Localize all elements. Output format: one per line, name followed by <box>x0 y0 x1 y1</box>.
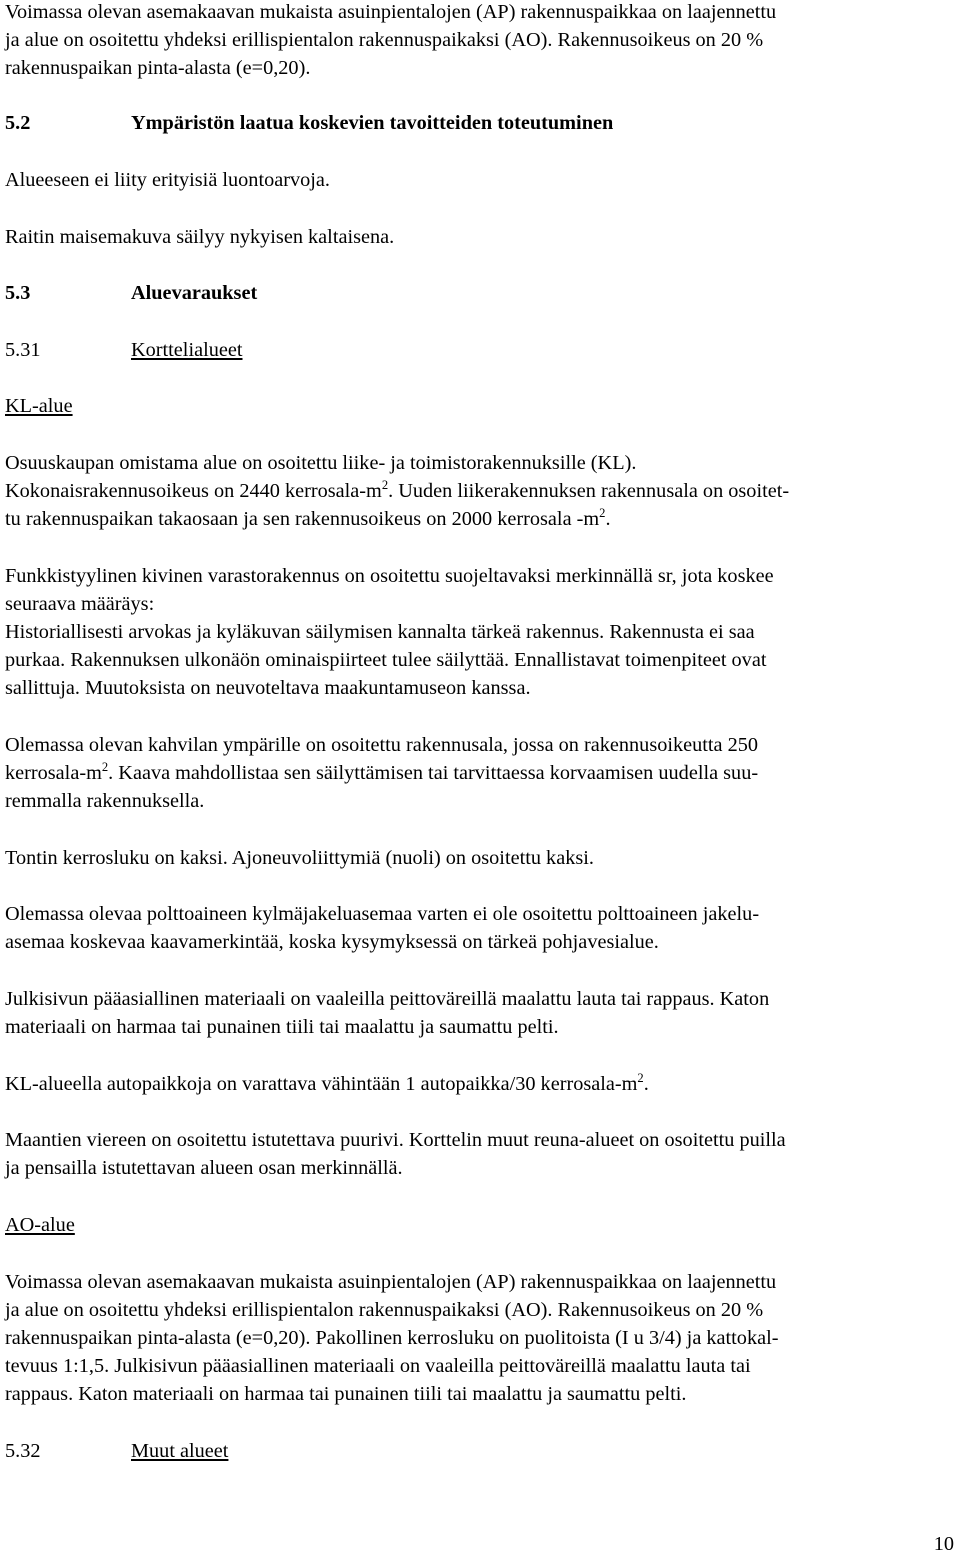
kl-paragraph-line: Olemassa olevaa polttoaineen kylmäjakeluasemaa varten ei ole osoitettu polttoaineen jakelu- <box>5 903 760 925</box>
kl-paragraph-line: sallittuja. Muutoksista on neuvoteltava maakuntamuseon kanssa. <box>5 677 531 699</box>
environment-text: Alueeseen ei liity erityisiä luontoarvoja. <box>5 169 330 191</box>
kl-paragraph-line: Historiallisesti arvokas ja kyläkuvan säilymisen kannalta tärkeä rakennus. Rakennusta ei saa <box>5 621 755 643</box>
section-title: Muut alueet <box>131 1440 229 1462</box>
section-title: Ympäristön laatua koskevien tavoitteiden toteutuminen <box>131 112 614 134</box>
kl-paragraph-line: Olemassa olevan kahvilan ympärille on osoitettu rakennusala, jossa on rakennusoikeutta 250 <box>5 734 759 756</box>
ao-paragraph-line: tevuus 1:1,5. Julkisivun pääasiallinen materiaali on vaaleilla peittoväreillä maalattu lauta tai <box>5 1355 751 1377</box>
ao-paragraph-line: Voimassa olevan asemakaavan mukaista asuinpientalojen (AP) rakennuspaikkaa on laajennettu <box>5 1271 777 1293</box>
page-number: 10 <box>933 1533 954 1555</box>
kl-paragraph-line: kerrosala-$m^2$. Kaava mahdollistaa sen säilyttämisen tai tarvittaessa korvaamisen uudella suu- <box>5 760 759 784</box>
kl-paragraph-line: remmalla rakennuksella. <box>5 790 205 812</box>
intro-paragraph-line: Voimassa olevan asemakaavan mukaista asuinpientalojen (AP) rakennuspaikkaa on laajennettu <box>5 1 777 23</box>
kl-paragraph-line: seuraava määräys: <box>5 593 155 615</box>
intro-paragraph-line: rakennuspaikan pinta-alasta (e=0,20). <box>5 57 311 79</box>
kl-paragraph-line: Kokonaisrakennusoikeus on 2440 kerrosala-$m^2$. Uuden liikerakennuksen rakennusala on osoitet- <box>5 478 790 502</box>
ao-paragraph-line: ja alue on osoitettu yhdeksi erillispientalon rakennuspaikaksi (AO). Rakennusoikeus on 20 % <box>5 1299 764 1321</box>
kl-paragraph-line: tu rakennuspaikan takaosaan ja sen rakennusoikeus on 2000 kerrosala $-m^2$. <box>5 506 611 530</box>
kl-area-heading: KL-alue <box>5 395 73 417</box>
section-number: 5.3 <box>5 282 31 304</box>
ao-area-heading: AO-alue <box>5 1214 75 1236</box>
ao-paragraph-line: rappaus. Katon materiaali on harmaa tai punainen tiili tai maalattu ja saumattu pelti. <box>5 1383 687 1405</box>
kl-paragraph-line: asemaa koskevaa kaavamerkintää, koska kysymyksessä on tärkeä pohjavesialue. <box>5 931 659 953</box>
section-heading-5-3 <box>5 281 257 305</box>
section-heading-5-2 <box>5 111 613 135</box>
section-number: 5.31 <box>5 339 41 361</box>
section-title: Aluevaraukset <box>131 282 258 304</box>
kl-paragraph-line: ja pensailla istutettavan alueen osan merkinnällä. <box>5 1157 403 1179</box>
section-number: 5.32 <box>5 1440 41 1462</box>
environment-text: Raitin maisemakuva säilyy nykyisen kaltaisena. <box>5 226 395 248</box>
ao-paragraph-line: rakennuspaikan pinta-alasta (e=0,20). Pakollinen kerrosluku on puolitoista (I u 3/4) ja kattokal- <box>5 1327 779 1349</box>
kl-paragraph-line: materiaali on harmaa tai punainen tiili tai maalattu ja saumattu pelti. <box>5 1016 559 1038</box>
section-number: 5.2 <box>5 112 31 134</box>
kl-paragraph-line: Funkkistyylinen kivinen varastorakennus on osoitettu suojeltavaksi merkinnällä sr, jota koskee <box>5 565 774 587</box>
kl-paragraph-line: Osuuskaupan omistama alue on osoitettu liike- ja toimistorakennuksille (KL). <box>5 452 637 474</box>
kl-paragraph-line: Tontin kerrosluku on kaksi. Ajoneuvoliittymiä (nuoli) on osoitettu kaksi. <box>5 847 594 869</box>
kl-paragraph-line: KL-alueella autopaikkoja on varattava vähintään 1 autopaikka/30 kerrosala-$m^2$. <box>5 1071 649 1095</box>
section-heading-5-32 <box>5 1439 228 1463</box>
intro-paragraph-line: ja alue on osoitettu yhdeksi erillispientalon rakennuspaikaksi (AO). Rakennusoikeus on 20 % <box>5 29 764 51</box>
kl-paragraph-line: Maantien viereen on osoitettu istutettava puurivi. Korttelin muut reuna-alueet on osoitettu puilla <box>5 1129 786 1151</box>
kl-paragraph-line: purkaa. Rakennuksen ulkonäön ominaispiirteet tulee säilyttää. Ennallistavat toimenpiteet ovat <box>5 649 767 671</box>
kl-paragraph-line: Julkisivun pääasiallinen materiaali on vaaleilla peittoväreillä maalattu lauta tai rappaus. Katon <box>5 988 770 1010</box>
section-heading-5-31 <box>5 338 243 362</box>
section-title: Korttelialueet <box>131 339 243 361</box>
